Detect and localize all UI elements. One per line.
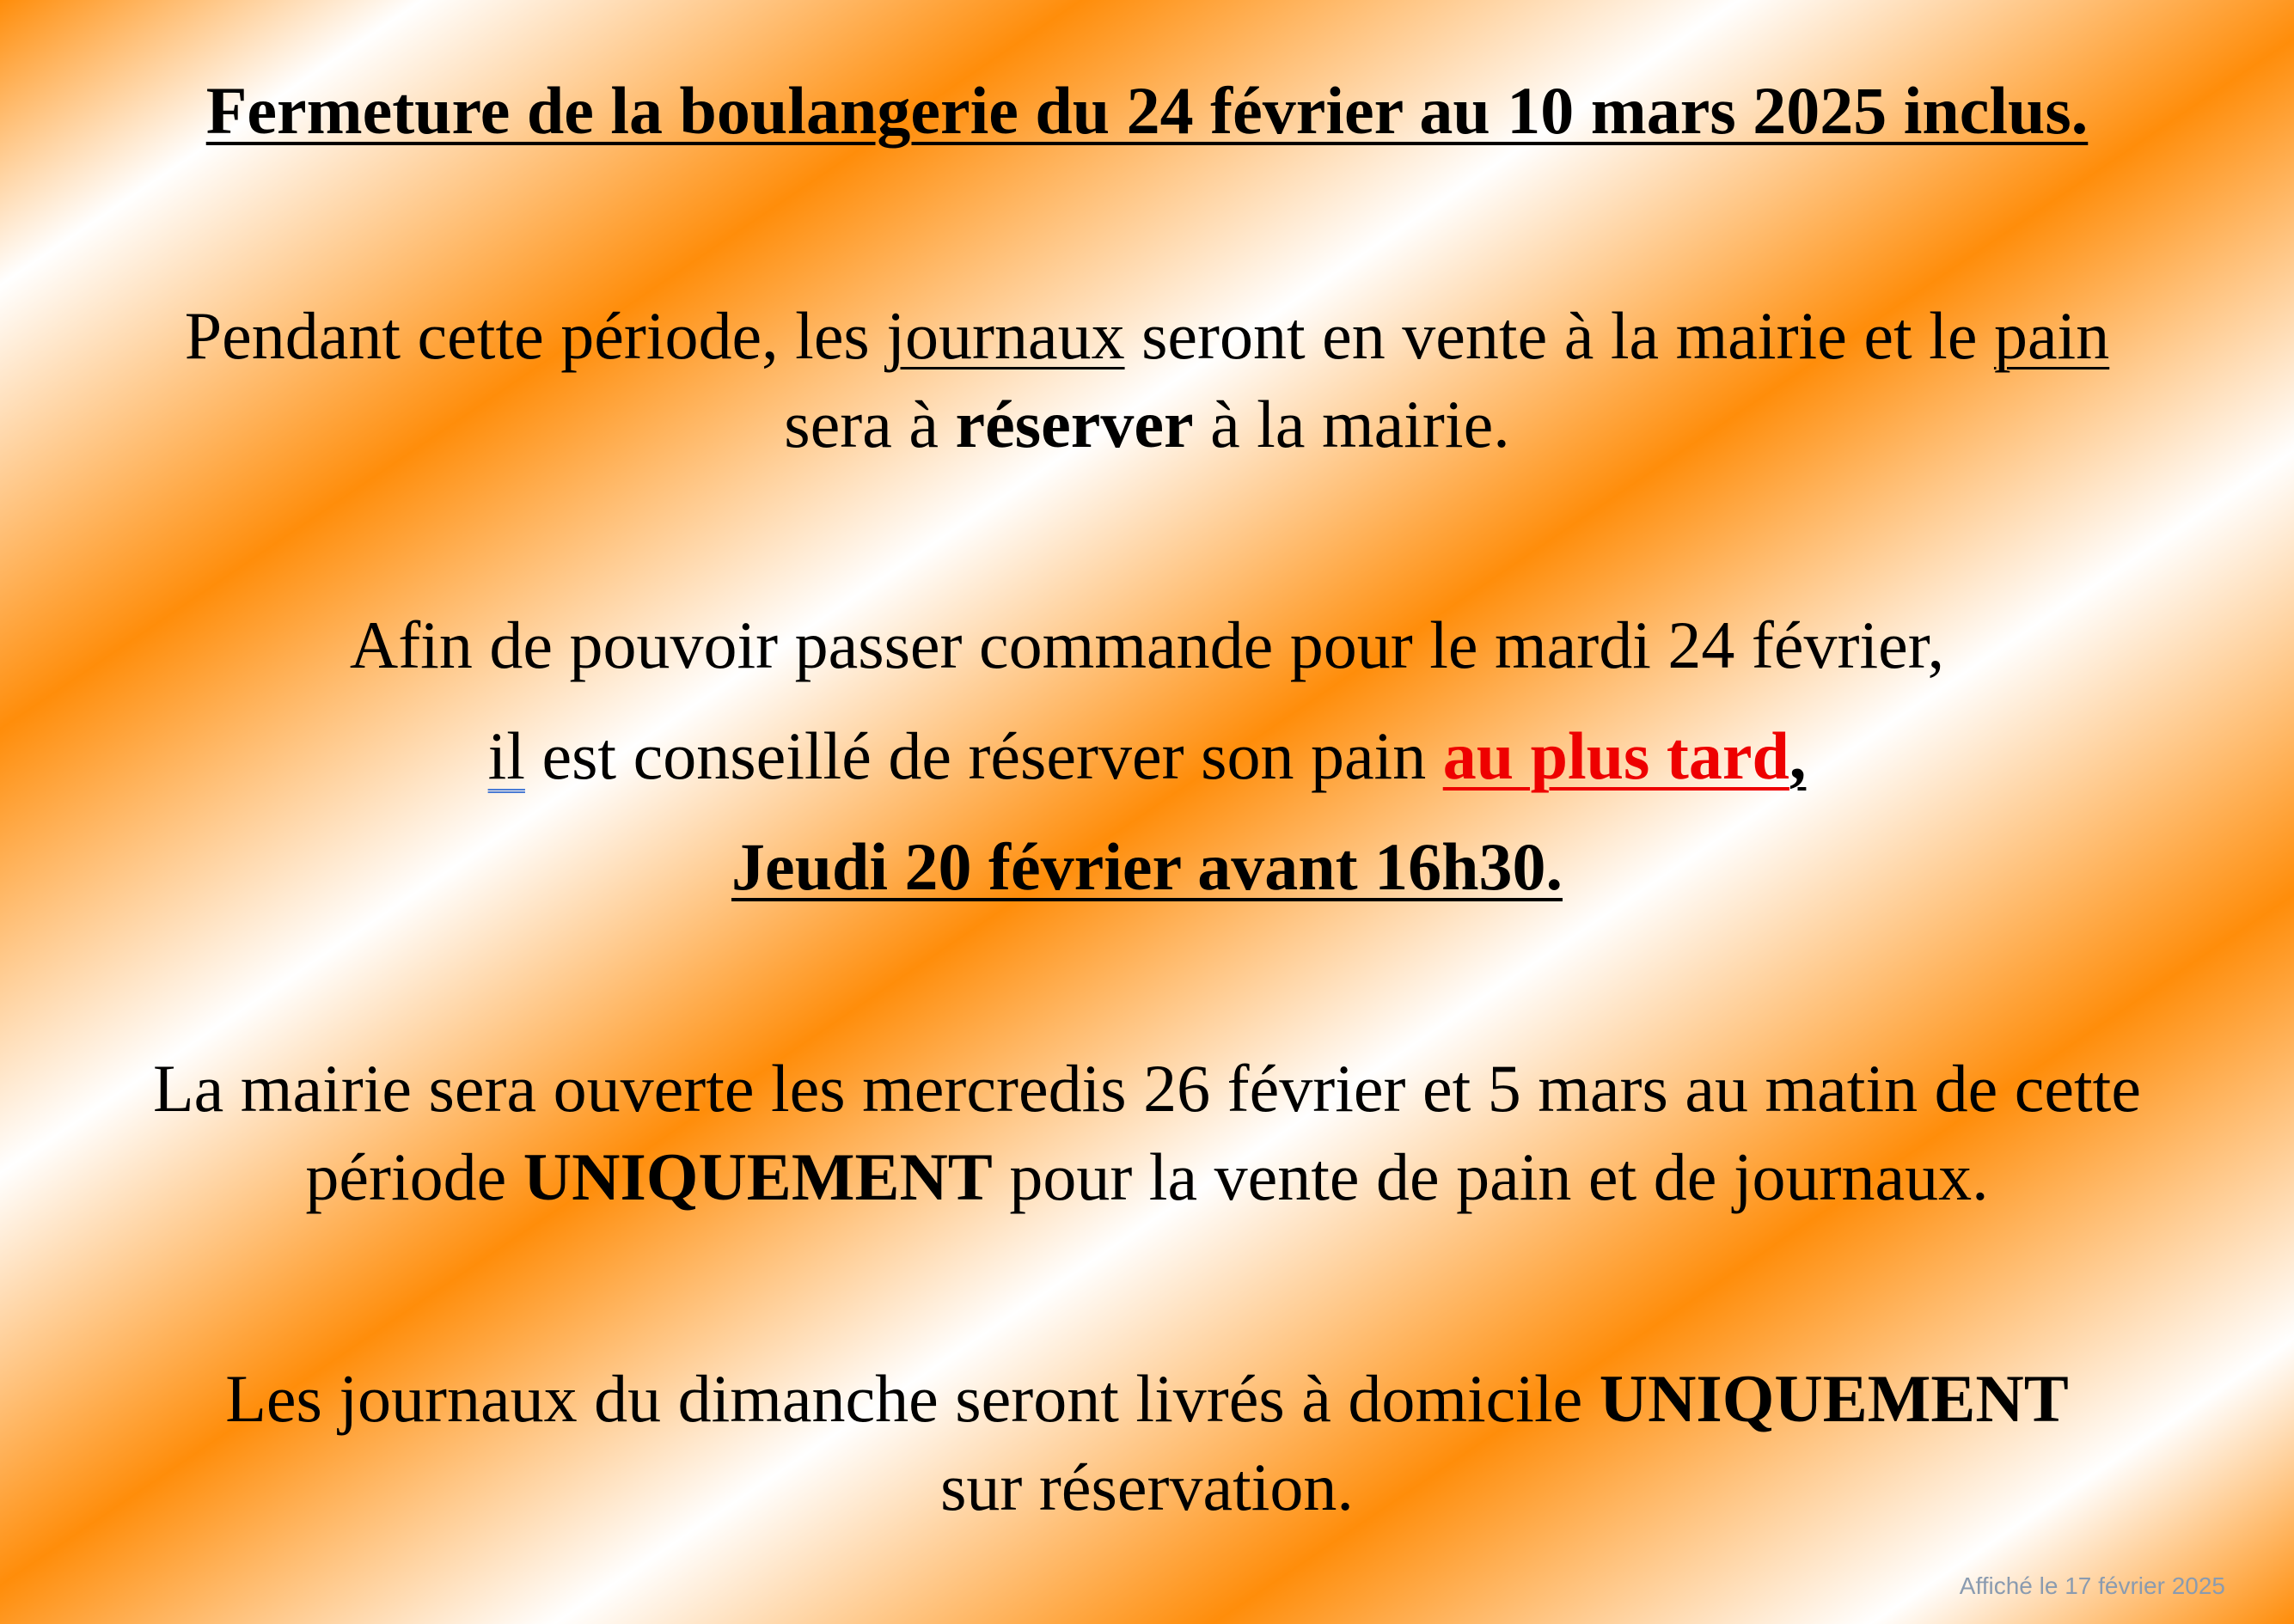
p3-periode: période xyxy=(305,1139,523,1214)
p1-text-c: seront en vente à la mairie et le xyxy=(1124,298,1994,373)
paragraph-2-deadline: Jeudi 20 février avant 16h30. xyxy=(731,829,1563,904)
paragraph-1-line-1 xyxy=(0,298,2294,373)
p4-uniquement: UNIQUEMENT xyxy=(1599,1361,2069,1436)
paragraph-3-line-2 xyxy=(0,1139,2294,1214)
paragraph-3-line-1: La mairie sera ouverte les mercredis 26 février et 5 mars au matin de cette xyxy=(153,1051,2141,1126)
p1-text-sera: sera à xyxy=(784,387,956,461)
posted-date: Affiché le 17 février 2025 xyxy=(1959,1572,2225,1599)
paragraph-4-line-1 xyxy=(0,1361,2294,1436)
p2-comma: , xyxy=(1789,718,1807,793)
p1-pain: pain xyxy=(1993,298,2110,373)
p3-uniquement: UNIQUEMENT xyxy=(523,1139,993,1214)
paragraph-1-line-2 xyxy=(0,387,2294,461)
paragraph-2-line-2 xyxy=(0,718,2294,793)
p2-text-conseille: est conseillé de réserver son pain xyxy=(524,718,1443,793)
paragraph-4-line-2: sur réservation. xyxy=(940,1450,1354,1524)
p1-reserver: réserver xyxy=(955,387,1194,461)
p4-text-journaux: Les journaux du dimanche seront livrés à domicile xyxy=(225,1361,1600,1436)
p2-il: il xyxy=(487,718,525,793)
p1-text-a: Pendant cette période, les xyxy=(184,298,887,373)
notice-title: Fermeture de la boulangerie du 24 février au 10 mars 2025 inclus. xyxy=(205,73,2089,148)
paragraph-2-line-1: Afin de pouvoir passer commande pour le mardi 24 février, xyxy=(349,607,1945,682)
p3-text-vente: pour la vente de pain et de journaux. xyxy=(992,1139,1989,1214)
p1-text-mairie: à la mairie. xyxy=(1193,387,1510,461)
p1-journaux: journaux xyxy=(886,298,1125,373)
p2-au-plus-tard: au plus tard xyxy=(1442,718,1789,793)
